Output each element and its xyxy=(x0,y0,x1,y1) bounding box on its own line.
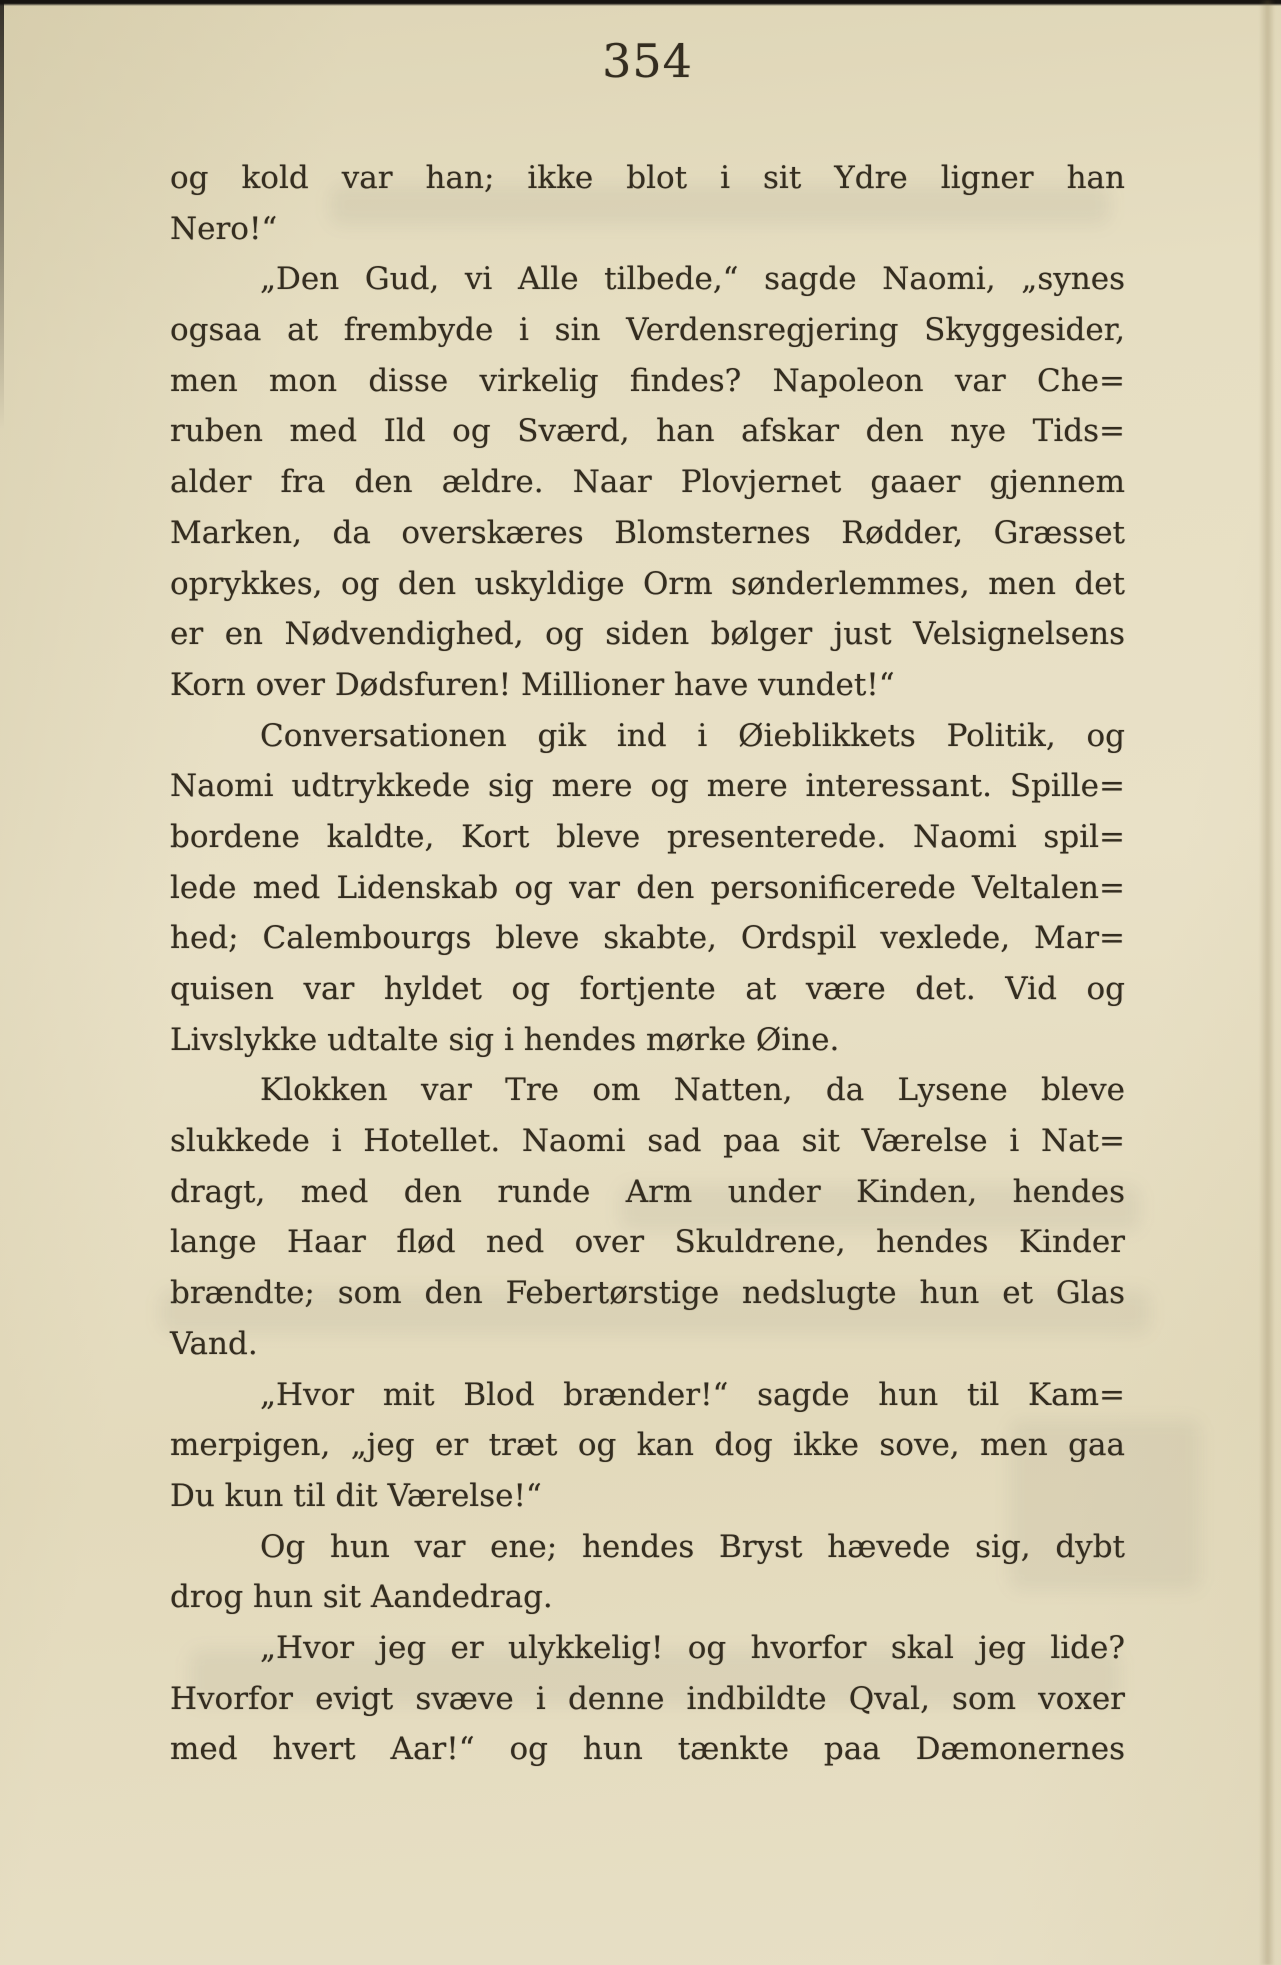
text-line: med hvert Aar!“ og hun tænkte paa Dæmonernes xyxy=(170,1731,1125,1768)
text-line: dragt, med den runde Arm under Kinden, hendes xyxy=(170,1173,1125,1210)
text-line: Hvorfor evigt svæve i denne indbildte Qval, som voxer xyxy=(170,1680,1125,1717)
text-line: Vand. xyxy=(170,1325,258,1362)
text-line: er en Nødvendighed, og siden bølger just Velsignelsens xyxy=(170,616,1125,653)
text-line: Naomi udtrykkede sig mere og mere interessant. Spille= xyxy=(170,768,1125,805)
text-line: alder fra den ældre. Naar Plovjernet gaaer gjennem xyxy=(170,464,1125,501)
text-line: ogsaa at frembyde i sin Verdensregjering Skyggesider, xyxy=(170,312,1125,349)
text-line: slukkede i Hotellet. Naomi sad paa sit Værelse i Nat= xyxy=(170,1123,1125,1160)
text-line: drog hun sit Aandedrag. xyxy=(170,1579,553,1616)
text-line: „Hvor mit Blod brænder!“ sagde hun til Kam= xyxy=(260,1376,1125,1413)
scan-edge-top xyxy=(0,0,1281,6)
text-line: Conversationen gik ind i Øieblikkets Politik, og xyxy=(260,717,1125,754)
scan-edge-left xyxy=(0,0,4,430)
text-line: bordene kaldte, Kort bleve presenterede. Naomi spil= xyxy=(170,818,1125,855)
text-line: Og hun var ene; hendes Bryst hævede sig, dybt xyxy=(260,1528,1125,1565)
text-line: oprykkes, og den uskyldige Orm sønderlemmes, men det xyxy=(170,565,1125,602)
page-text xyxy=(170,153,1125,1775)
text-line: „Hvor jeg er ulykkelig! og hvorfor skal jeg lide? xyxy=(260,1629,1125,1666)
text-line: lange Haar flød ned over Skuldrene, hendes Kinder xyxy=(170,1224,1125,1261)
page-fold-shadow xyxy=(1259,0,1275,1965)
text-line: „Den Gud, vi Alle tilbede,“ sagde Naomi, „synes xyxy=(260,261,1125,298)
page-number: 354 xyxy=(602,34,693,88)
text-line: hed; Calembourgs bleve skabte, Ordspil vexlede, Mar= xyxy=(170,920,1125,957)
text-line: ruben med Ild og Sværd, han afskar den nye Tids= xyxy=(170,413,1125,450)
text-line: Nero!“ xyxy=(170,210,278,247)
text-line: Marken, da overskæres Blomsternes Rødder, Græsset xyxy=(170,514,1125,551)
text-line: quisen var hyldet og fortjente at være det. Vid og xyxy=(170,971,1125,1007)
text-line: brændte; som den Febertørstige nedslugte hun et Glas xyxy=(170,1275,1125,1312)
text-line: Klokken var Tre om Natten, da Lysene bleve xyxy=(260,1072,1125,1109)
text-line: men mon disse virkelig findes? Napoleon var Che= xyxy=(170,362,1125,399)
text-line: Korn over Dødsfuren! Millioner have vundet!“ xyxy=(170,666,895,703)
text-line: lede med Lidenskab og var den personificerede Veltalen= xyxy=(170,869,1125,906)
text-line: og kold var han; ikke blot i sit Ydre ligner han xyxy=(170,160,1125,196)
text-line: Du kun til dit Værelse!“ xyxy=(170,1477,542,1514)
text-line: merpigen, „jeg er træt og kan dog ikke sove, men gaa xyxy=(170,1427,1125,1464)
text-line: Livslykke udtalte sig i hendes mørke Øine. xyxy=(170,1021,840,1058)
